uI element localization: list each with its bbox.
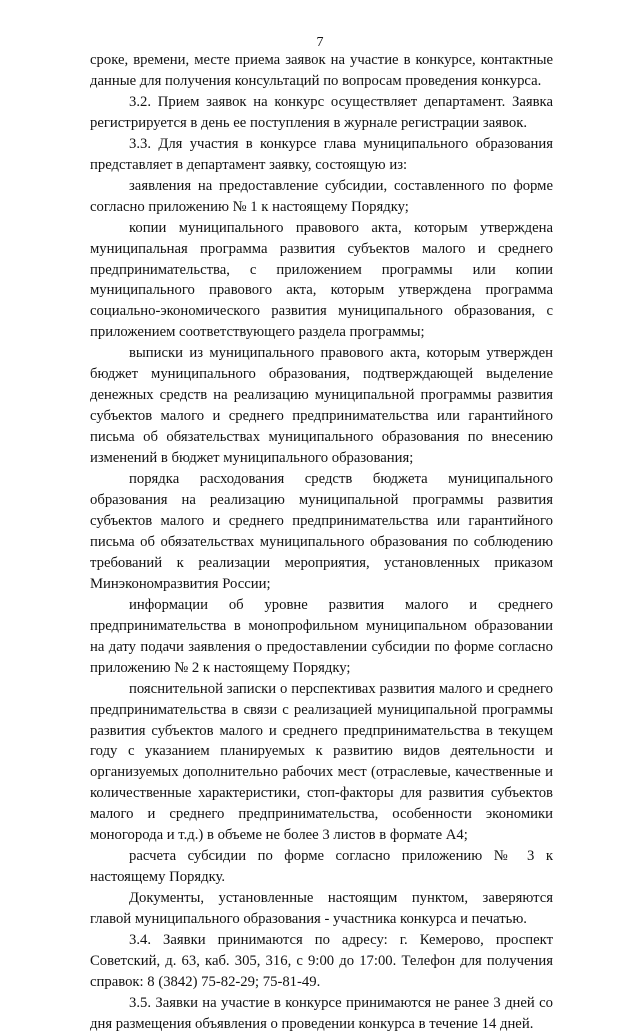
list-item-spending-order: порядка расходования средств бюджета муниципального образования на реализацию муниципальной программы развития субъектов малого и среднего предпринимательства или гарантийного письма об обязательствах муниципального образования по соблюдению требований к реализации мероприятия, установленных приказом Минэкономразвития России; xyxy=(90,471,553,592)
list-item-explanatory-note: пояснительной записки о перспективах развития малого и среднего предпринимательства в связи с реализацией муниципальной программы развития субъектов малого и среднего предпринимательства в текущем году с указанием планируемых к развитию видов деятельности и организуемых дополнительно рабочих мест (отраслевые, качественные и количественные характеристики, стоп-факторы для развития субъектов малого и среднего предпринимательства, особенности экономики моногорода и т.д.) в объеме не более 3 листов в формате А4; xyxy=(90,680,553,844)
document-body xyxy=(90,50,553,1035)
paragraph-section-3-3: 3.3. Для участия в конкурсе глава муниципального образования представляет в департамент заявку, состоящую из: xyxy=(90,135,553,173)
list-item-development-info: информации об уровне развития малого и среднего предпринимательства в монопрофильном муниципальном образовании на дату подачи заявления о предоставлении субсидии по форме согласно приложению № 2 к настоящему Порядку; xyxy=(90,596,553,676)
paragraph-section-3-2: 3.2. Прием заявок на конкурс осуществляет департамент. Заявка регистрируется в день ее поступления в журнале регистрации заявок. xyxy=(90,93,553,131)
page-number: 7 xyxy=(316,35,324,50)
paragraph-section-3-5: 3.5. Заявки на участие в конкурсе принимаются не ранее 3 дней со дня размещения объявления о проведении конкурса в течение 14 дней. xyxy=(90,994,553,1032)
list-item-subsidy-calc: расчета субсидии по форме согласно приложению № 3 к настоящему Порядку. xyxy=(90,848,553,886)
paragraph-documents-certified: Документы, установленные настоящим пунктом, заверяются главой муниципального образования - участника конкурса и печатью. xyxy=(90,890,553,928)
list-item-application: заявления на предоставление субсидии, составленного по форме согласно приложению № 1 к настоящему Порядку; xyxy=(90,177,553,215)
list-item-budget-extracts: выписки из муниципального правового акта, которым утвержден бюджет муниципального образования, подтверждающей выделение денежных средств на реализацию муниципальной программы развития субъектов малого и среднего предпринимательства или гарантийного письма об обязательствах муниципального образования по внесению изменений в бюджет муниципального образования; xyxy=(90,345,553,467)
paragraph-continuation: сроке, времени, месте приема заявок на участие в конкурсе, контактные данные для получения консультаций по вопросам проведения конкурса. xyxy=(90,52,553,89)
paragraph-section-3-4: 3.4. Заявки принимаются по адресу: г. Кемерово, проспект Советский, д. 63, каб. 305, 316, с 9:00 до 17:00. Телефон для получения справок: 8 (3842) 75-82-29; 75-81-49. xyxy=(90,932,553,990)
list-item-act-copies: копии муниципального правового акта, которым утверждена муниципальная программа развития субъектов малого и среднего предпринимательства, с приложением программы или копии муниципального правового акта, которым утверждена программа социально-экономического развития муниципального образования, с приложением соответствующего раздела программы; xyxy=(90,219,553,341)
